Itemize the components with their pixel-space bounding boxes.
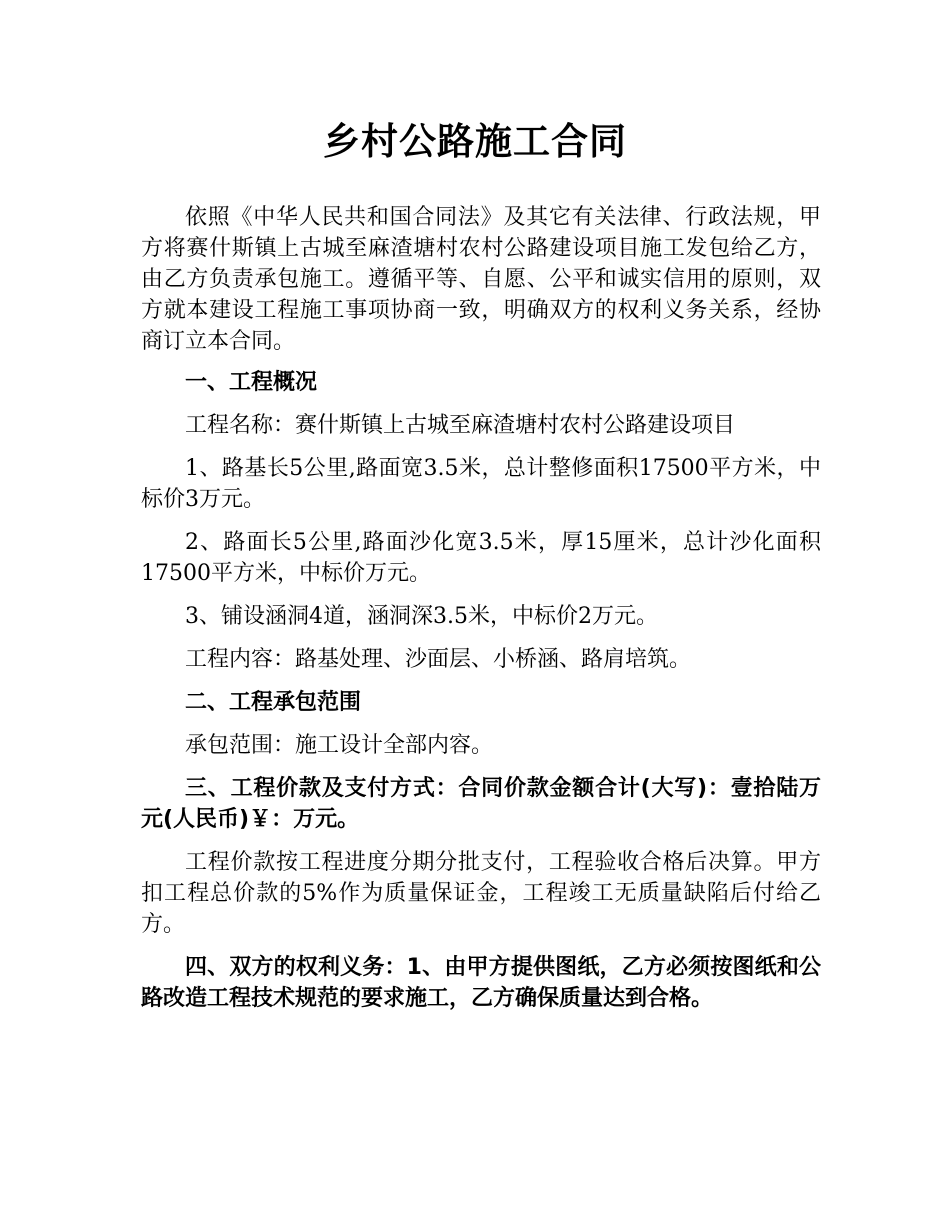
item-roadbed-paragraph: 1、路基长5公里,路面宽3.5米，总计整修面积17500平方米，中标价3万元。 — [141, 456, 821, 512]
intro-paragraph: 依照《中华人民共和国合同法》及其它有关法律、行政法规，甲方将赛什斯镇上古城至麻渣塘村农村公路建设项目施工发包给乙方，由乙方负责承包施工。遵循平等、自愿、公平和诚实信用的原则，双方就本建设工程施工事项协商一致，明确双方的权利义务关系，经协商订立本合同。 — [141, 205, 821, 354]
scope-paragraph: 承包范围：施工设计全部内容。 — [185, 733, 494, 758]
section-heading-scope: 二、工程承包范围 — [185, 690, 362, 715]
project-name-paragraph: 工程名称：赛什斯镇上古城至麻渣塘村农村公路建设项目 — [185, 413, 736, 438]
section-heading-overview: 一、工程概况 — [185, 370, 318, 395]
document-body — [141, 202, 821, 1026]
payment-paragraph: 工程价款按工程进度分期分批支付，工程验收合格后决算。甲方扣工程总价款的5%作为质量保证金，工程竣工无质量缺陷后付给乙方。 — [141, 850, 821, 937]
document-title: 乡村公路施工合同 — [323, 120, 627, 163]
item-surface-paragraph: 2、路面长5公里,路面沙化宽3.5米，厚15厘米，总计沙化面积17500平方米，中标价万元。 — [141, 530, 821, 586]
section-heading-payment: 三、工程价款及支付方式：合同价款金额合计(大写)：壹拾陆万元(人民币)￥：万元。 — [141, 776, 821, 832]
item-culvert-paragraph: 3、铺设涵洞4道，涵洞深3.5米，中标价2万元。 — [185, 604, 658, 629]
section-heading-obligations: 四、双方的权利义务：1、由甲方提供图纸，乙方必须按图纸和公路改造工程技术规范的要求施工，乙方确保质量达到合格。 — [141, 955, 821, 1011]
project-content-paragraph: 工程内容：路基处理、沙面层、小桥涵、路肩培筑。 — [185, 647, 692, 672]
